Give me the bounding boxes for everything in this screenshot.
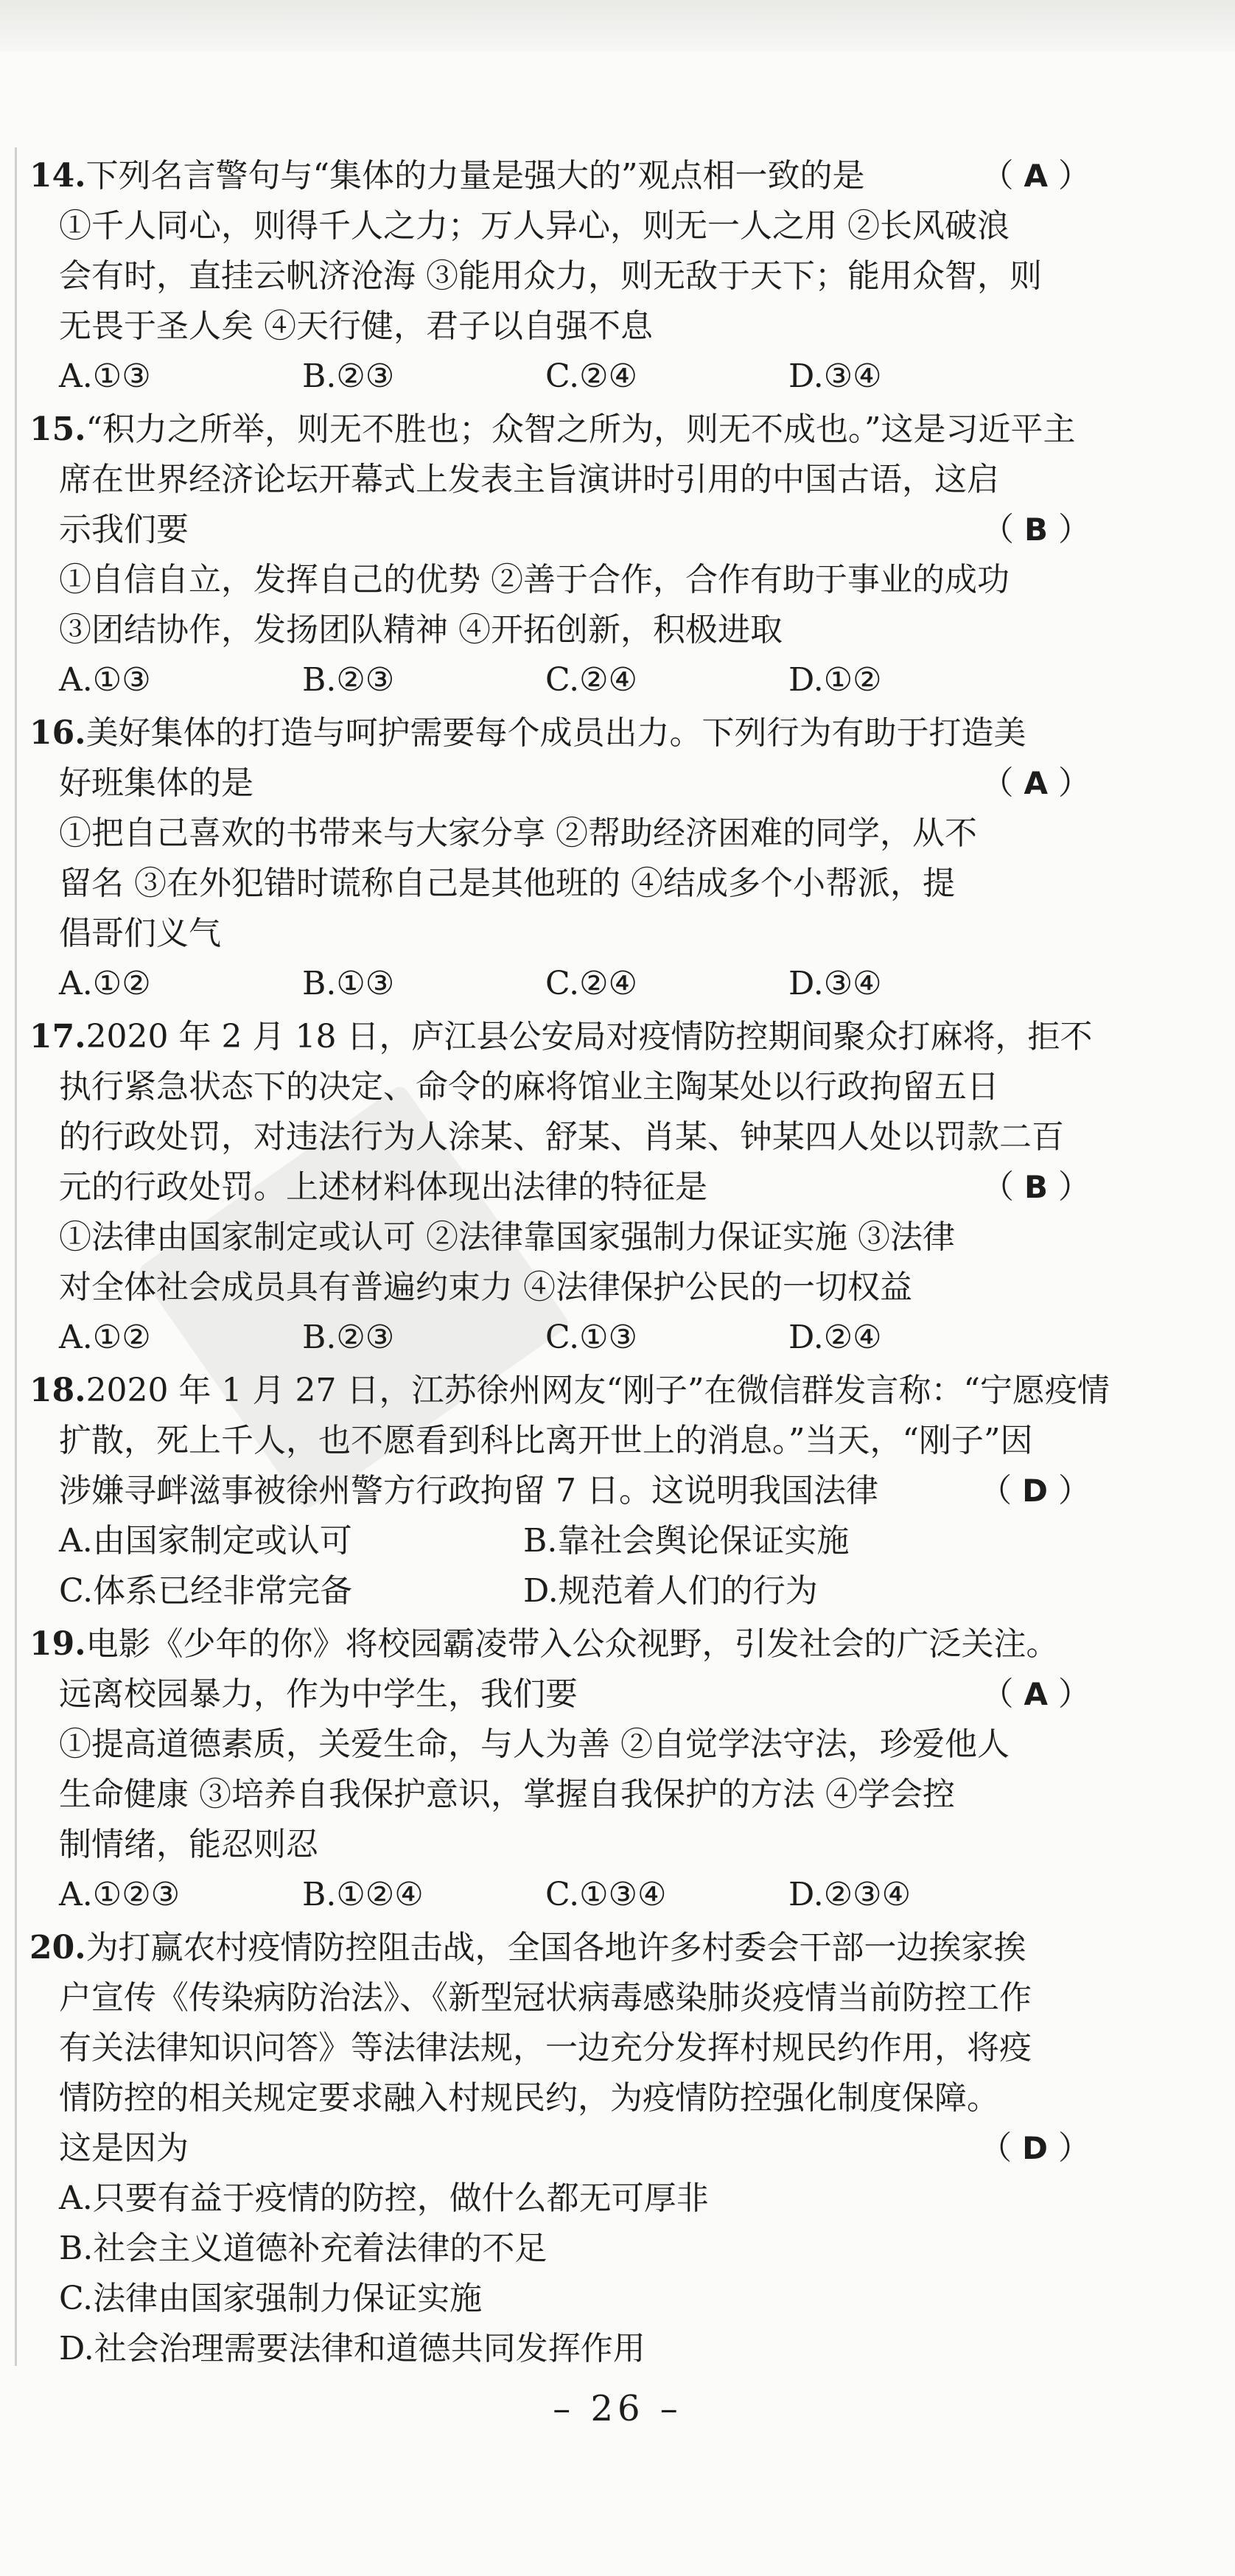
page-number: – 26 – (553, 2388, 682, 2429)
question-line (29, 251, 1091, 301)
question-text: ①提高道德素质，关爱生命，与人为善 ②自觉学法守法，珍爱他人 (59, 1725, 1010, 1763)
question-number: 18. (29, 1372, 86, 1409)
option-choice: C.①③④ (545, 1876, 667, 1913)
question-text: 下列名言警句与“集体的力量是强大的”观点相一致的是 (85, 157, 865, 195)
option-choice: B.②③ (302, 357, 395, 395)
question-text: 户宣传《传染病防治法》、《新型冠状病毒感染肺炎疫情当前防控工作 (59, 1979, 1032, 2017)
option-choice: D.②③④ (788, 1876, 912, 1913)
option-choice: D.③④ (788, 357, 882, 395)
option-choice: B.①③ (302, 965, 395, 1002)
question-20 (29, 1923, 1091, 2374)
scan-top-band (0, 0, 1235, 52)
option-choice: C.②④ (545, 357, 637, 395)
question-text: 2020 年 2 月 18 日，庐江县公安局对疫情防控期间聚众打麻将，拒不 (85, 1018, 1093, 1055)
question-line (29, 151, 1091, 201)
answer-letter: D (1022, 1473, 1048, 1509)
question-text: ①自信自立，发挥自己的优势 ②善于合作，合作有助于事业的成功 (59, 561, 1010, 598)
question-text: 倡哥们义气 (59, 915, 221, 952)
question-number: 17. (29, 1018, 86, 1055)
question-text: 元的行政处罚。上述材料体现出法律的特征是 (59, 1168, 707, 1206)
options-row (29, 1516, 1091, 1566)
question-line (29, 1770, 1091, 1820)
answer-letter: A (1024, 765, 1048, 801)
answer-letter: B (1024, 1169, 1048, 1205)
answer-letter: A (1024, 158, 1048, 194)
question-text: “积力之所举，则无不胜也；众智之所为，则无不成也。”这是习近平主 (85, 411, 1076, 448)
question-text: 美好集体的打造与呵护需要每个成员出力。下列行为有助于打造美 (85, 714, 1026, 752)
question-text: 无畏于圣人矣 ④天行健，君子以自强不息 (59, 307, 653, 345)
answer-bracket: （ B ） (981, 511, 1091, 548)
question-line (29, 1619, 1091, 1669)
question-line (29, 1720, 1091, 1770)
question-text: 制情绪，能忍则忍 (59, 1826, 318, 1863)
question-line (29, 405, 1091, 455)
question-text: 留名 ③在外犯错时谎称自己是其他班的 ④结成多个小帮派，提 (59, 865, 955, 902)
question-text: 电影《少年的你》将校园霸凌带入公众视野，引发社会的广泛关注。 (85, 1625, 1059, 1663)
question-line (29, 301, 1091, 352)
question-line (29, 758, 1091, 809)
question-text: 扩散，死上千人，也不愿看到科比离开世上的消息。”当天，“刚子”因 (59, 1422, 1033, 1459)
question-line (29, 1012, 1091, 1062)
question-15 (29, 405, 1091, 705)
question-line (29, 1820, 1091, 1870)
options-row (29, 1870, 1091, 1920)
question-text: 涉嫌寻衅滋事被徐州警方行政拘留 7 日。这说明我国法律 (59, 1472, 878, 1509)
answer-bracket: （ A ） (981, 764, 1091, 802)
question-19 (29, 1619, 1091, 1920)
question-line (29, 1212, 1091, 1263)
question-text: 执行紧急状态下的决定、命令的麻将馆业主陶某处以行政拘留五日 (59, 1068, 999, 1106)
question-text: 会有时，直挂云帆济沧海 ③能用众力，则无敌于天下；能用众智，则 (59, 257, 1042, 295)
question-number: 19. (29, 1625, 86, 1663)
option-choice: A.只要有益于疫情的防控，做什么都无可厚非 (59, 2179, 709, 2217)
option-choice: D.社会治理需要法律和道德共同发挥作用 (59, 2330, 646, 2367)
question-line (29, 1923, 1091, 1973)
question-line (29, 1466, 1091, 1516)
question-17 (29, 1012, 1091, 1363)
question-number: 14. (29, 157, 86, 195)
options-row (29, 959, 1091, 1009)
answer-bracket: （ D ） (979, 1472, 1091, 1509)
question-text: 为打赢农村疫情防控阻击战，全国各地许多村委会干部一边挨家挨 (85, 1929, 1026, 1966)
question-line (29, 2073, 1091, 2123)
question-line (29, 2123, 1091, 2174)
option-choice: D.②④ (788, 1319, 882, 1356)
option-choice: D.规范着人们的行为 (523, 1572, 818, 1610)
option-choice: C.体系已经非常完备 (59, 1572, 353, 1610)
question-line (29, 909, 1091, 959)
question-line (29, 201, 1091, 251)
option-choice: C.②④ (545, 965, 637, 1002)
answer-letter: D (1022, 2130, 1048, 2166)
option-choice: B.靠社会舆论保证实施 (523, 1522, 850, 1560)
question-list (29, 151, 1110, 2377)
question-line (29, 2023, 1091, 2073)
option-choice: B.①②④ (302, 1876, 424, 1913)
answer-letter: A (1024, 1676, 1048, 1712)
question-number: 15. (29, 411, 86, 448)
margin-rule (15, 147, 17, 2366)
question-line (29, 1162, 1091, 1212)
question-line (29, 859, 1091, 909)
option-choice: A.①③ (59, 357, 151, 395)
option-choice: A.由国家制定或认可 (59, 1522, 352, 1560)
answer-bracket: （ A ） (981, 1675, 1091, 1713)
option-choice: A.①② (59, 965, 151, 1002)
question-text: 情防控的相关规定要求融入村规民约，为疫情防控强化制度保障。 (59, 2079, 999, 2117)
question-number: 16. (29, 714, 86, 752)
option-choice: B.②③ (302, 661, 395, 699)
question-text: 示我们要 (59, 511, 189, 548)
option-choice: B.社会主义道德补充着法律的不足 (59, 2230, 547, 2267)
question-line (29, 1062, 1091, 1112)
options-row (29, 1313, 1091, 1363)
question-line (29, 1973, 1091, 2023)
question-line (29, 1416, 1091, 1466)
question-line (29, 1366, 1110, 1416)
question-text: 席在世界经济论坛开幕式上发表主旨演讲时引用的中国古语，这启 (59, 461, 999, 498)
option-choice: D.①② (788, 661, 882, 699)
question-text: 远离校园暴力，作为中学生，我们要 (59, 1675, 578, 1713)
answer-bracket: （ A ） (981, 157, 1091, 195)
question-16 (29, 708, 1091, 1009)
question-text: ①法律由国家制定或认可 ②法律靠国家强制力保证实施 ③法律 (59, 1218, 955, 1256)
question-text: 生命健康 ③培养自我保护意识，掌握自我保护的方法 ④学会控 (59, 1776, 955, 1813)
question-text: ①千人同心，则得千人之力；万人异心，则无一人之用 ②长风破浪 (59, 207, 1010, 245)
question-text: 对全体社会成员具有普遍约束力 ④法律保护公民的一切权益 (59, 1268, 912, 1306)
question-line (29, 708, 1091, 758)
question-line (29, 1669, 1091, 1720)
question-line (29, 505, 1091, 555)
options-row (29, 1566, 1091, 1616)
option-choice: B.②③ (302, 1319, 395, 1356)
question-line (29, 455, 1091, 505)
question-line (29, 809, 1091, 859)
option-choice: A.①③ (59, 661, 151, 699)
answer-bracket: （ D ） (979, 2129, 1091, 2167)
question-text: 的行政处罚，对违法行为人涂某、舒某、肖某、钟某四人处以罚款二百 (59, 1118, 1064, 1156)
question-text: ③团结协作，发扬团队精神 ④开拓创新，积极进取 (59, 611, 783, 649)
option-choice: C.②④ (545, 661, 637, 699)
question-line (29, 1263, 1091, 1313)
answer-bracket: （ B ） (981, 1168, 1091, 1206)
option-choice: D.③④ (788, 965, 882, 1002)
question-line (29, 555, 1091, 605)
options-row (29, 352, 1091, 402)
question-text: 好班集体的是 (59, 764, 253, 802)
option-choice: A.①② (59, 1319, 151, 1356)
question-line (29, 1112, 1091, 1162)
options-row (29, 655, 1091, 705)
question-text: 这是因为 (59, 2129, 189, 2167)
option-choice: A.①②③ (59, 1876, 181, 1913)
question-line (29, 605, 1091, 655)
answer-letter: B (1024, 512, 1048, 548)
option-choice: C.①③ (545, 1319, 637, 1356)
question-number: 20. (29, 1929, 86, 1966)
option-choice: C.法律由国家强制力保证实施 (59, 2280, 483, 2317)
question-18 (29, 1366, 1110, 1616)
question-14 (29, 151, 1091, 402)
question-text: 2020 年 1 月 27 日，江苏徐州网友“刚子”在微信群发言称：“宁愿疫情 (85, 1372, 1110, 1409)
question-text: 有关法律知识问答》等法律法规，一边充分发挥村规民约作用，将疫 (59, 2029, 1032, 2067)
question-text: ①把自己喜欢的书带来与大家分享 ②帮助经济困难的同学，从不 (59, 814, 977, 852)
